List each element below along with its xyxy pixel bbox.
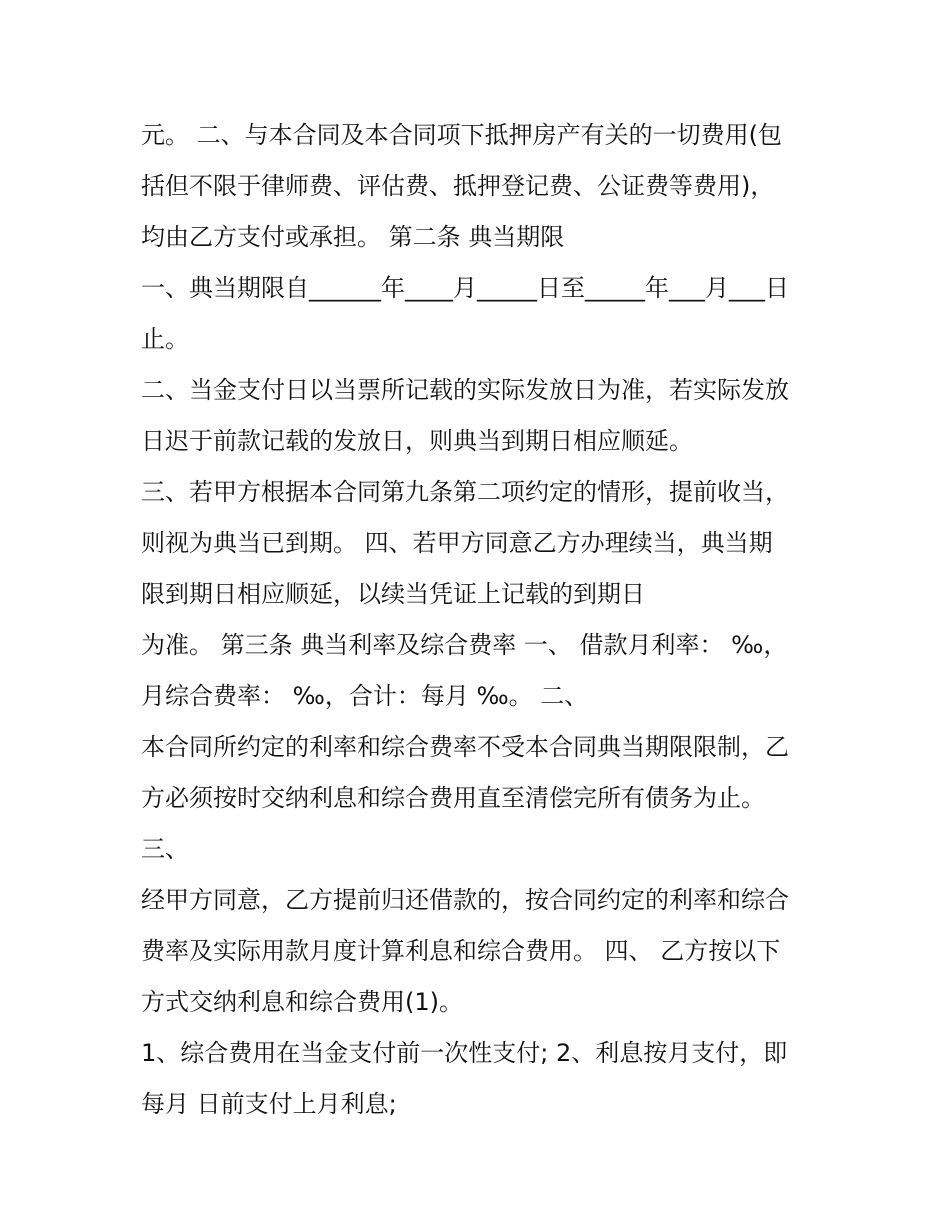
text-line: 为准。 第三条 典当利率及综合费率 一、 借款月利率： ‰，	[141, 631, 788, 659]
text-line: 元。 二、与本合同及本合同项下抵押房产有关的一切费用(包	[141, 121, 782, 149]
text-line: 方必须按时交纳利息和综合费用直至清偿完所有债务为止。	[141, 784, 765, 812]
text-line: 限到期日相应顺延，以续当凭证上记载的到期日	[141, 580, 645, 608]
text-line: 一、典当期限自______年____月_____日至_____年___月___日	[141, 274, 789, 302]
text-line: 日迟于前款记载的发放日，则典当到期日相应顺延。	[141, 427, 693, 455]
text-line: 经甲方同意，乙方提前归还借款的，按合同约定的利率和综合	[141, 886, 789, 914]
text-line: 本合同所约定的利率和综合费率不受本合同典当期限限制，乙	[141, 733, 789, 761]
text-line: 二、当金支付日以当票所记载的实际发放日为准，若实际发放	[141, 376, 789, 404]
text-line: 方式交纳利息和综合费用(1)。	[141, 988, 463, 1016]
text-line: 三、若甲方根据本合同第九条第二项约定的情形，提前收当，	[141, 478, 789, 506]
text-line: 三、	[141, 835, 189, 863]
text-line: 括但不限于律师费、评估费、抵押登记费、公证费等费用)，	[141, 172, 775, 200]
text-line: 则视为典当已到期。 四、若甲方同意乙方办理续当，典当期	[141, 529, 773, 557]
text-line: 1、综合费用在当金支付前一次性支付; 2、利息按月支付，即	[141, 1039, 788, 1067]
text-line: 每月 日前支付上月利息;	[141, 1090, 397, 1118]
text-line: 均由乙方支付或承担。 第二条 典当期限	[141, 223, 565, 251]
contract-text	[141, 110, 821, 1130]
text-line: 止。	[141, 325, 189, 353]
text-line: 费率及实际用款月度计算利息和综合费用。 四、 乙方按以下	[141, 937, 781, 965]
text-line: 月综合费率： ‰，合计：每月 ‰。 二、	[141, 682, 589, 710]
